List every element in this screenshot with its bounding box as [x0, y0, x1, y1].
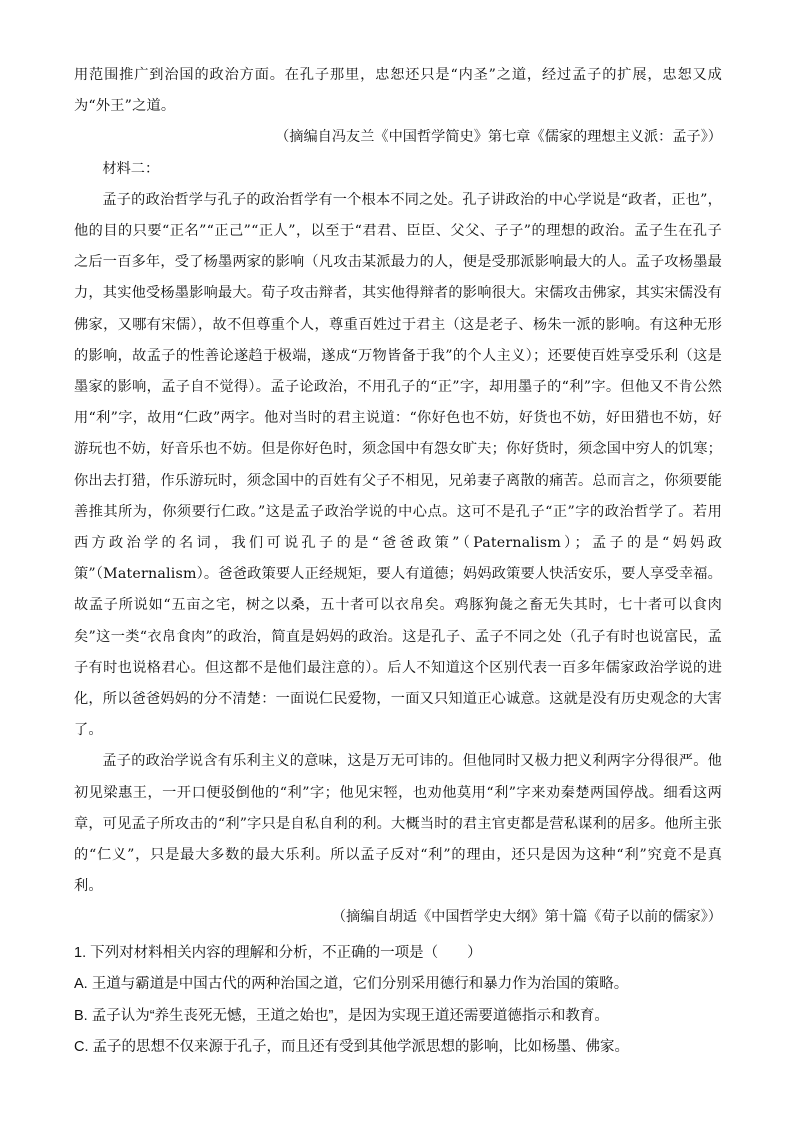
- option-text: 孟子的思想不仅来源于孔子，而且还有受到其他学派思想的影响，比如杨墨、佛家。: [92, 1039, 629, 1056]
- source-citation-1: （摘编自冯友兰《中国哲学简史》第七章《儒家的理想主义派：孟子》）: [275, 129, 722, 146]
- option-b[interactable]: [74, 1001, 722, 1033]
- option-c[interactable]: [74, 1032, 722, 1064]
- question-stem: 1. 下列对材料相关内容的理解和分析，不正确的一项是（ ）: [74, 944, 482, 961]
- option-a[interactable]: [74, 969, 722, 1001]
- option-letter: B.: [74, 1007, 88, 1024]
- question-block: [74, 938, 722, 1064]
- option-letter: A.: [74, 976, 88, 993]
- material-2-label: 材料二：: [102, 160, 160, 177]
- option-text: 孟子认为“养生丧死无憾，王道之始也”，是因为实现王道还需要道德指示和教育。: [91, 1007, 609, 1024]
- source-citation-2: （摘编自胡适《中国哲学史大纲》第十篇《荀子以前的儒家》）: [331, 909, 722, 926]
- option-text: 王道与霸道是中国古代的两种治国之道，它们分别采用德行和暴力作为治国的策略。: [91, 976, 629, 993]
- passage-continuation: 用范围推广到治国的政治方面。在孔子那里，忠恕还只是“内圣”之道，经过孟子的扩展，忠恕又成为“外王”之道。: [74, 67, 722, 115]
- material-2-paragraph-1: 孟子的政治哲学与孔子的政治哲学有一个根本不同之处。孔子讲政治的中心学说是“政者，正也”，他的目的只要“正名”“正己”“正人”，以至于“君君、臣臣、父父、子子”的理想的政治。孟子生在孔子之后一百多年，受了杨墨两家的影响（凡攻击某派最力的人，便是受那派影响最大的人。孟子攻杨墨最力，其实他受杨墨影响最大。荀子攻击辩者，其实他得辩者的影响很大。宋儒攻击佛家，其实宋儒没有佛家，又哪有宋儒），故不但尊重个人，尊重百姓过于君主（这是老子、杨朱一派的影响。有这种无形的影响，故孟子的性善论遂趋于极端，遂成“万物皆备于我”的个人主义）；还要使百姓享受乐利（这是墨家的影响，孟子自不觉得）。孟子论政治，不用孔子的“正”字，却用墨子的“利”字。但他又不肯公然用“利”字，故用“仁政”两字。他对当时的君主说道：“你好色也不妨，好货也不妨，好田猎也不妨，好游玩也不妨，好音乐也不妨。但是你好色时，须念国中有怨女旷夫；你好货时，须念国中穷人的饥寒；你出去打猎，作乐游玩时，须念国中的百姓有父子不相见，兄弟妻子离散的痛苦。总而言之，你须要能善推其所为，你须要行仁政。”这是孟子政治学说的中心点。这可不是孔子“正”字的政治哲学了。若用西方政治学的名词，我们可说孔子的是“爸爸政策”（Paternalism）；孟子的是“妈妈政策”（Maternalism）。爸爸政策要人正经规矩，要人有道德；妈妈政策要人快活安乐，要人享受幸福。故孟子所说如“五亩之宅，树之以桑，五十者可以衣帛矣。鸡豚狗彘之畜无失其时，七十者可以食肉矣”这一类“衣帛食肉”的政治，简直是妈妈的政治。这是孔子、孟子不同之处（孔子有时也说富民，孟子有时也说格君心。但这都不是他们最注意的）。后人不知道这个区别代表一百多年儒家政治学说的进化，所以爸爸妈妈的分不清楚：一面说仁民爱物，一面又只知道正心诚意。这就是没有历史观念的大害了。: [74, 191, 722, 739]
- document-page: [74, 60, 722, 1064]
- option-letter: C.: [74, 1039, 89, 1056]
- material-2-paragraph-2: 孟子的政治学说含有乐利主义的意味，这是万无可讳的。但他同时又极力把义利两字分得很严。他初见梁惠王，一开口便驳倒他的“利”字；他见宋牼，也劝他莫用“利”字来劝秦楚两国停战。细看这两章，可见孟子所攻击的“利”字只是自私自利的利。大概当时的君主官吏都是营私谋利的居多。他所主张的“仁义”，只是最大多数的最大乐利。所以孟子反对“利”的理由，还只是因为这种“利”究竟不是真利。: [74, 753, 722, 895]
